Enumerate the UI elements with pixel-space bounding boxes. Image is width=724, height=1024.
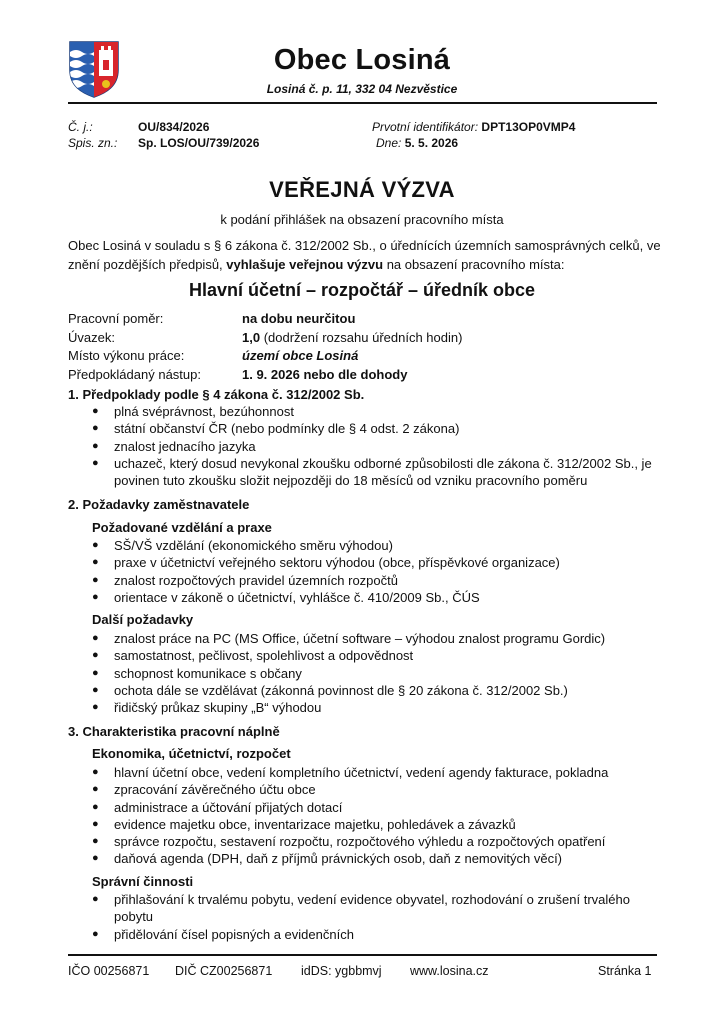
list-item: ● znalost jednacího jazyka xyxy=(92,438,256,454)
cj-label: Č. j.: xyxy=(68,120,93,134)
list-item: ● řidičský průkaz skupiny „B“ výhodou xyxy=(92,700,322,716)
list-item: ● samostatnost, pečlivost, spolehlivost a odpovědnost xyxy=(92,648,414,664)
list-item: ● SŠ/VŠ vzdělání (ekonomického směru výhodou) xyxy=(92,538,393,553)
cj-value: OU/834/2026 xyxy=(138,120,210,134)
document-title: VEŘEJNÁ VÝZVA xyxy=(269,177,455,202)
list-item: ● plná svéprávnost, bezúhonnost xyxy=(92,404,294,419)
list-item: ● praxe v účetnictví veřejného sektoru výhodou (obce, příspěvkové organizace) xyxy=(92,555,560,571)
term-row: Místo výkonu práce: území obce Losiná xyxy=(68,348,359,363)
section-3-subheading-economics: Ekonomika, účetnictví, rozpočet xyxy=(92,746,291,761)
position-title: Hlavní účetní – rozpočtář – úředník obce xyxy=(188,280,536,300)
footer-data-box-id: idDS: ygbbmvj xyxy=(301,964,382,978)
list-item: ● evidence majetku obce, inventarizace majetku, pohledávek a závazků xyxy=(92,816,516,832)
section-1-heading: 1. Předpoklady podle § 4 zákona č. 312/2002 Sb. xyxy=(68,387,365,402)
footer-website-link[interactable]: www.losina.cz xyxy=(410,964,489,978)
list-item: ● uchazeč, který dosud nevykonal zkoušku odborné způsobilosti dle zákona č. 312/2002 Sb., je povinen tuto zkoušku složit nejpozději do 18 měsíců od vzniku pracovního poměru xyxy=(92,455,652,489)
document-subtitle: k podání přihlášek na obsazení pracovního místa xyxy=(220,212,504,227)
section-2-heading: 2. Požadavky zaměstnavatele xyxy=(68,497,250,512)
prvotni-identifikator: Prvotní identifikátor: DPT13OP0VMP4 xyxy=(372,120,576,134)
list-item: ● hlavní účetní obce, vedení kompletního účetnictví, vedení agendy fakturace, pokladna xyxy=(92,765,609,780)
spis-value: Sp. LOS/OU/739/2026 xyxy=(138,136,260,150)
section-3-economics-list xyxy=(90,764,660,868)
header-divider xyxy=(68,102,657,104)
list-item: ● zpracování závěrečného účtu obce xyxy=(92,782,316,798)
list-item: ● znalost práce na PC (MS Office, účetní software – výhodou znalost programu Gordic) xyxy=(92,631,606,646)
footer-dic: DIČ CZ00256871 xyxy=(175,964,273,978)
term-row: Úvazek: 1,0 (dodržení rozsahu úředních hodin) xyxy=(68,329,463,345)
section-1-list xyxy=(90,403,660,489)
term-row: Pracovní poměr: na dobu neurčitou xyxy=(68,311,356,326)
list-item: ● přidělování čísel popisných a evidenčních xyxy=(92,926,354,942)
list-item: ● státní občanství ČR (nebo podmínky dle § 4 odst. 2 zákona) xyxy=(92,421,460,437)
section-2-subheading-education: Požadované vzdělání a praxe xyxy=(92,520,272,535)
section-3-heading: 3. Charakteristika pracovní náplně xyxy=(68,724,280,739)
term-row: Předpokládaný nástup: 1. 9. 2026 nebo dle dohody xyxy=(68,366,408,382)
list-item: ● znalost rozpočtových pravidel územních rozpočtů xyxy=(92,572,398,588)
footer-page-number: Stránka 1 xyxy=(598,964,652,978)
list-item: ● přihlašování k trvalému pobytu, vedení evidence obyvatel, rozhodování o zrušení trvalého pobytu xyxy=(92,892,630,925)
list-item: ● správce rozpočtu, sestavení rozpočtu, rozpočtového výhledu a rozpočtových opatření xyxy=(92,834,606,850)
section-2-subheading-other: Další požadavky xyxy=(92,612,194,627)
list-item: ● schopnost komunikace s občany xyxy=(92,665,302,681)
section-2-education-list xyxy=(90,537,660,606)
intro-paragraph: Obec Losiná v souladu s § 6 zákona č. 312/2002 Sb., o úřednících územních samosprávných celků, ve znění pozdějších předpisů, vyhlašuje veřejnou výzvu na obsazení pracovního místa: xyxy=(68,238,661,272)
spis-label: Spis. zn.: xyxy=(68,136,118,150)
section-2-other-list xyxy=(90,630,660,716)
footer-ico: IČO 00256871 xyxy=(68,964,150,978)
list-item: ● daňová agenda (DPH, daň z příjmů právnických osob, daň z nemovitých věcí) xyxy=(92,851,563,867)
employment-terms xyxy=(68,311,628,385)
list-item: ● orientace v zákoně o účetnictví, vyhlášce č. 410/2009 Sb., ČÚS xyxy=(92,589,480,605)
list-item: ● administrace a účtování přijatých dotací xyxy=(92,799,343,815)
footer-divider xyxy=(68,954,657,956)
organization-address: Losiná č. p. 11, 332 04 Nezvěstice xyxy=(266,82,458,96)
list-item: ● ochota dále se vzdělávat (zákonná povinnost dle § 20 zákona č. 312/2002 Sb.) xyxy=(92,682,568,698)
document-date: Dne: 5. 5. 2026 xyxy=(376,136,459,150)
section-3-subheading-administration: Správní činnosti xyxy=(92,874,194,889)
section-3-administration-list xyxy=(90,891,660,943)
organization-name: Obec Losiná xyxy=(273,44,451,76)
